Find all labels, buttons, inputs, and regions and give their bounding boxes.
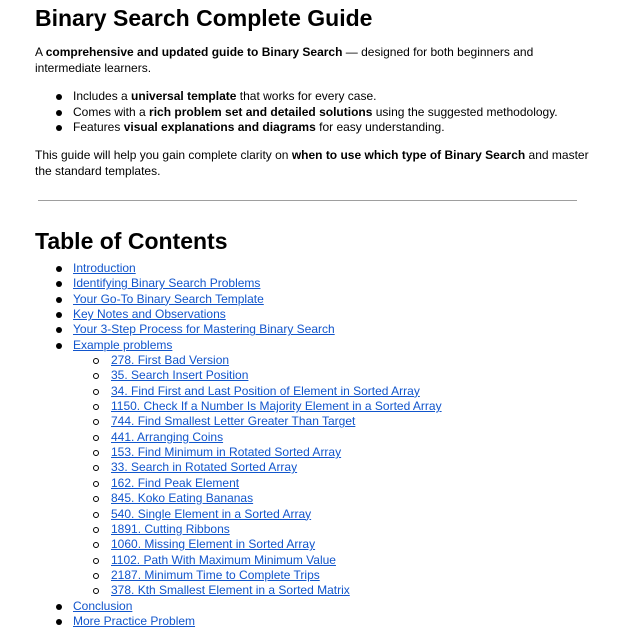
hollow-bullet-icon bbox=[93, 588, 99, 594]
summary-bold: when to use which type of Binary Search bbox=[291, 148, 526, 162]
intro-paragraph bbox=[35, 45, 565, 76]
toc-item bbox=[35, 599, 595, 614]
toc-item bbox=[35, 476, 595, 491]
toc-item bbox=[35, 276, 595, 291]
toc-link[interactable]: Conclusion bbox=[73, 598, 133, 613]
toc-item bbox=[35, 292, 595, 307]
feature-text: using the suggested methodology. bbox=[372, 104, 558, 119]
toc-item bbox=[35, 445, 595, 460]
hollow-bullet-icon bbox=[93, 527, 99, 533]
toc-link[interactable]: 845. Koko Eating Bananas bbox=[111, 491, 254, 506]
toc-link[interactable]: 278. First Bad Version bbox=[111, 353, 230, 368]
toc-link[interactable]: Key Notes and Observations bbox=[73, 307, 226, 322]
toc-link[interactable]: 1060. Missing Element in Sorted Array bbox=[111, 537, 316, 552]
toc-item bbox=[35, 430, 595, 445]
toc-link[interactable]: 441. Arranging Coins bbox=[111, 429, 224, 444]
toc-link[interactable]: More Practice Problem bbox=[73, 613, 196, 628]
toc-item bbox=[35, 491, 595, 506]
hollow-bullet-icon bbox=[93, 558, 99, 564]
bullet-icon bbox=[56, 110, 62, 116]
bullet-icon bbox=[56, 604, 62, 610]
hollow-bullet-icon bbox=[93, 358, 99, 364]
feature-text: Includes a bbox=[73, 89, 132, 103]
hollow-bullet-icon bbox=[93, 512, 99, 518]
hollow-bullet-icon bbox=[93, 465, 99, 471]
toc-item bbox=[35, 460, 595, 475]
bullet-icon bbox=[56, 619, 62, 625]
toc-item bbox=[35, 322, 595, 337]
hollow-bullet-icon bbox=[93, 450, 99, 456]
summary-paragraph bbox=[35, 148, 605, 179]
toc-link[interactable]: 378. Kth Smallest Element in a Sorted Matrix bbox=[111, 583, 350, 598]
hollow-bullet-icon bbox=[93, 373, 99, 379]
toc-item bbox=[35, 353, 595, 368]
bullet-icon bbox=[56, 327, 62, 333]
hollow-bullet-icon bbox=[93, 389, 99, 395]
toc-link[interactable]: Your Go-To Binary Search Template bbox=[73, 291, 264, 306]
intro-bold: comprehensive and updated guide to Binary Search bbox=[45, 45, 343, 59]
hollow-bullet-icon bbox=[93, 419, 99, 425]
bullet-icon bbox=[56, 281, 62, 287]
feature-text: for easy understanding. bbox=[315, 120, 445, 134]
toc-item bbox=[35, 399, 595, 414]
intro-prefix: A bbox=[35, 45, 46, 59]
toc-item bbox=[35, 261, 595, 276]
bullet-icon bbox=[56, 297, 62, 303]
toc-link[interactable]: 1150. Check If a Number Is Majority Element in a Sorted Array bbox=[111, 399, 442, 414]
toc-item bbox=[35, 307, 595, 322]
toc-link[interactable]: 1891. Cutting Ribbons bbox=[111, 521, 230, 536]
bullet-icon bbox=[56, 125, 62, 131]
feature-bold: rich problem set and detailed solutions bbox=[149, 104, 373, 119]
hollow-bullet-icon bbox=[93, 404, 99, 410]
toc-link[interactable]: 34. Find First and Last Position of Element in Sorted Array bbox=[111, 383, 420, 398]
toc-link[interactable]: 744. Find Smallest Letter Greater Than Target bbox=[111, 414, 356, 429]
hollow-bullet-icon bbox=[93, 496, 99, 502]
toc-link[interactable]: Example problems bbox=[73, 337, 173, 352]
toc-link[interactable]: 153. Find Minimum in Rotated Sorted Array bbox=[111, 445, 342, 460]
toc-link[interactable]: 2187. Minimum Time to Complete Trips bbox=[111, 567, 320, 582]
toc-link[interactable]: 162. Find Peak Element bbox=[111, 475, 240, 490]
toc-item bbox=[35, 537, 595, 552]
feature-item bbox=[35, 105, 595, 121]
bullet-icon bbox=[56, 94, 62, 100]
table-of-contents bbox=[35, 261, 595, 629]
toc-link[interactable]: Your 3-Step Process for Mastering Binary Search bbox=[73, 322, 335, 337]
toc-item bbox=[35, 368, 595, 383]
toc-item bbox=[35, 614, 595, 629]
toc-link[interactable]: Identifying Binary Search Problems bbox=[73, 276, 261, 291]
summary-suffix: and master the standard templates. bbox=[35, 148, 589, 178]
feature-item bbox=[35, 120, 595, 136]
toc-link[interactable]: 540. Single Element in a Sorted Array bbox=[111, 506, 312, 521]
bullet-icon bbox=[56, 343, 62, 349]
toc-link[interactable]: 35. Search Insert Position bbox=[111, 368, 249, 383]
toc-item bbox=[35, 583, 595, 598]
summary-prefix: This guide will help you gain complete clarity on bbox=[35, 148, 292, 162]
toc-link[interactable]: Introduction bbox=[73, 261, 136, 275]
toc-item bbox=[35, 384, 595, 399]
toc-item bbox=[35, 507, 595, 522]
feature-list bbox=[35, 89, 595, 136]
toc-item bbox=[35, 338, 595, 353]
toc-item bbox=[35, 568, 595, 583]
hollow-bullet-icon bbox=[93, 481, 99, 487]
toc-item bbox=[35, 414, 595, 429]
toc-heading: Table of Contents bbox=[35, 228, 228, 254]
intro-suffix: — designed for both beginners and intermediate learners. bbox=[35, 45, 534, 75]
page-title: Binary Search Complete Guide bbox=[35, 5, 373, 31]
toc-link[interactable]: 33. Search in Rotated Sorted Array bbox=[111, 460, 298, 475]
feature-bold: universal template bbox=[131, 89, 237, 103]
hollow-bullet-icon bbox=[93, 573, 99, 579]
feature-text: Features bbox=[73, 120, 124, 134]
hollow-bullet-icon bbox=[93, 435, 99, 441]
toc-item bbox=[35, 522, 595, 537]
toc-item bbox=[35, 553, 595, 568]
feature-text: that works for every case. bbox=[236, 89, 377, 103]
feature-bold: visual explanations and diagrams bbox=[123, 120, 316, 134]
bullet-icon bbox=[56, 312, 62, 318]
hollow-bullet-icon bbox=[93, 542, 99, 548]
horizontal-divider bbox=[38, 200, 577, 201]
bullet-icon bbox=[56, 266, 62, 272]
feature-item bbox=[35, 89, 595, 105]
feature-text: Comes with a bbox=[73, 104, 150, 119]
toc-link[interactable]: 1102. Path With Maximum Minimum Value bbox=[111, 552, 336, 567]
